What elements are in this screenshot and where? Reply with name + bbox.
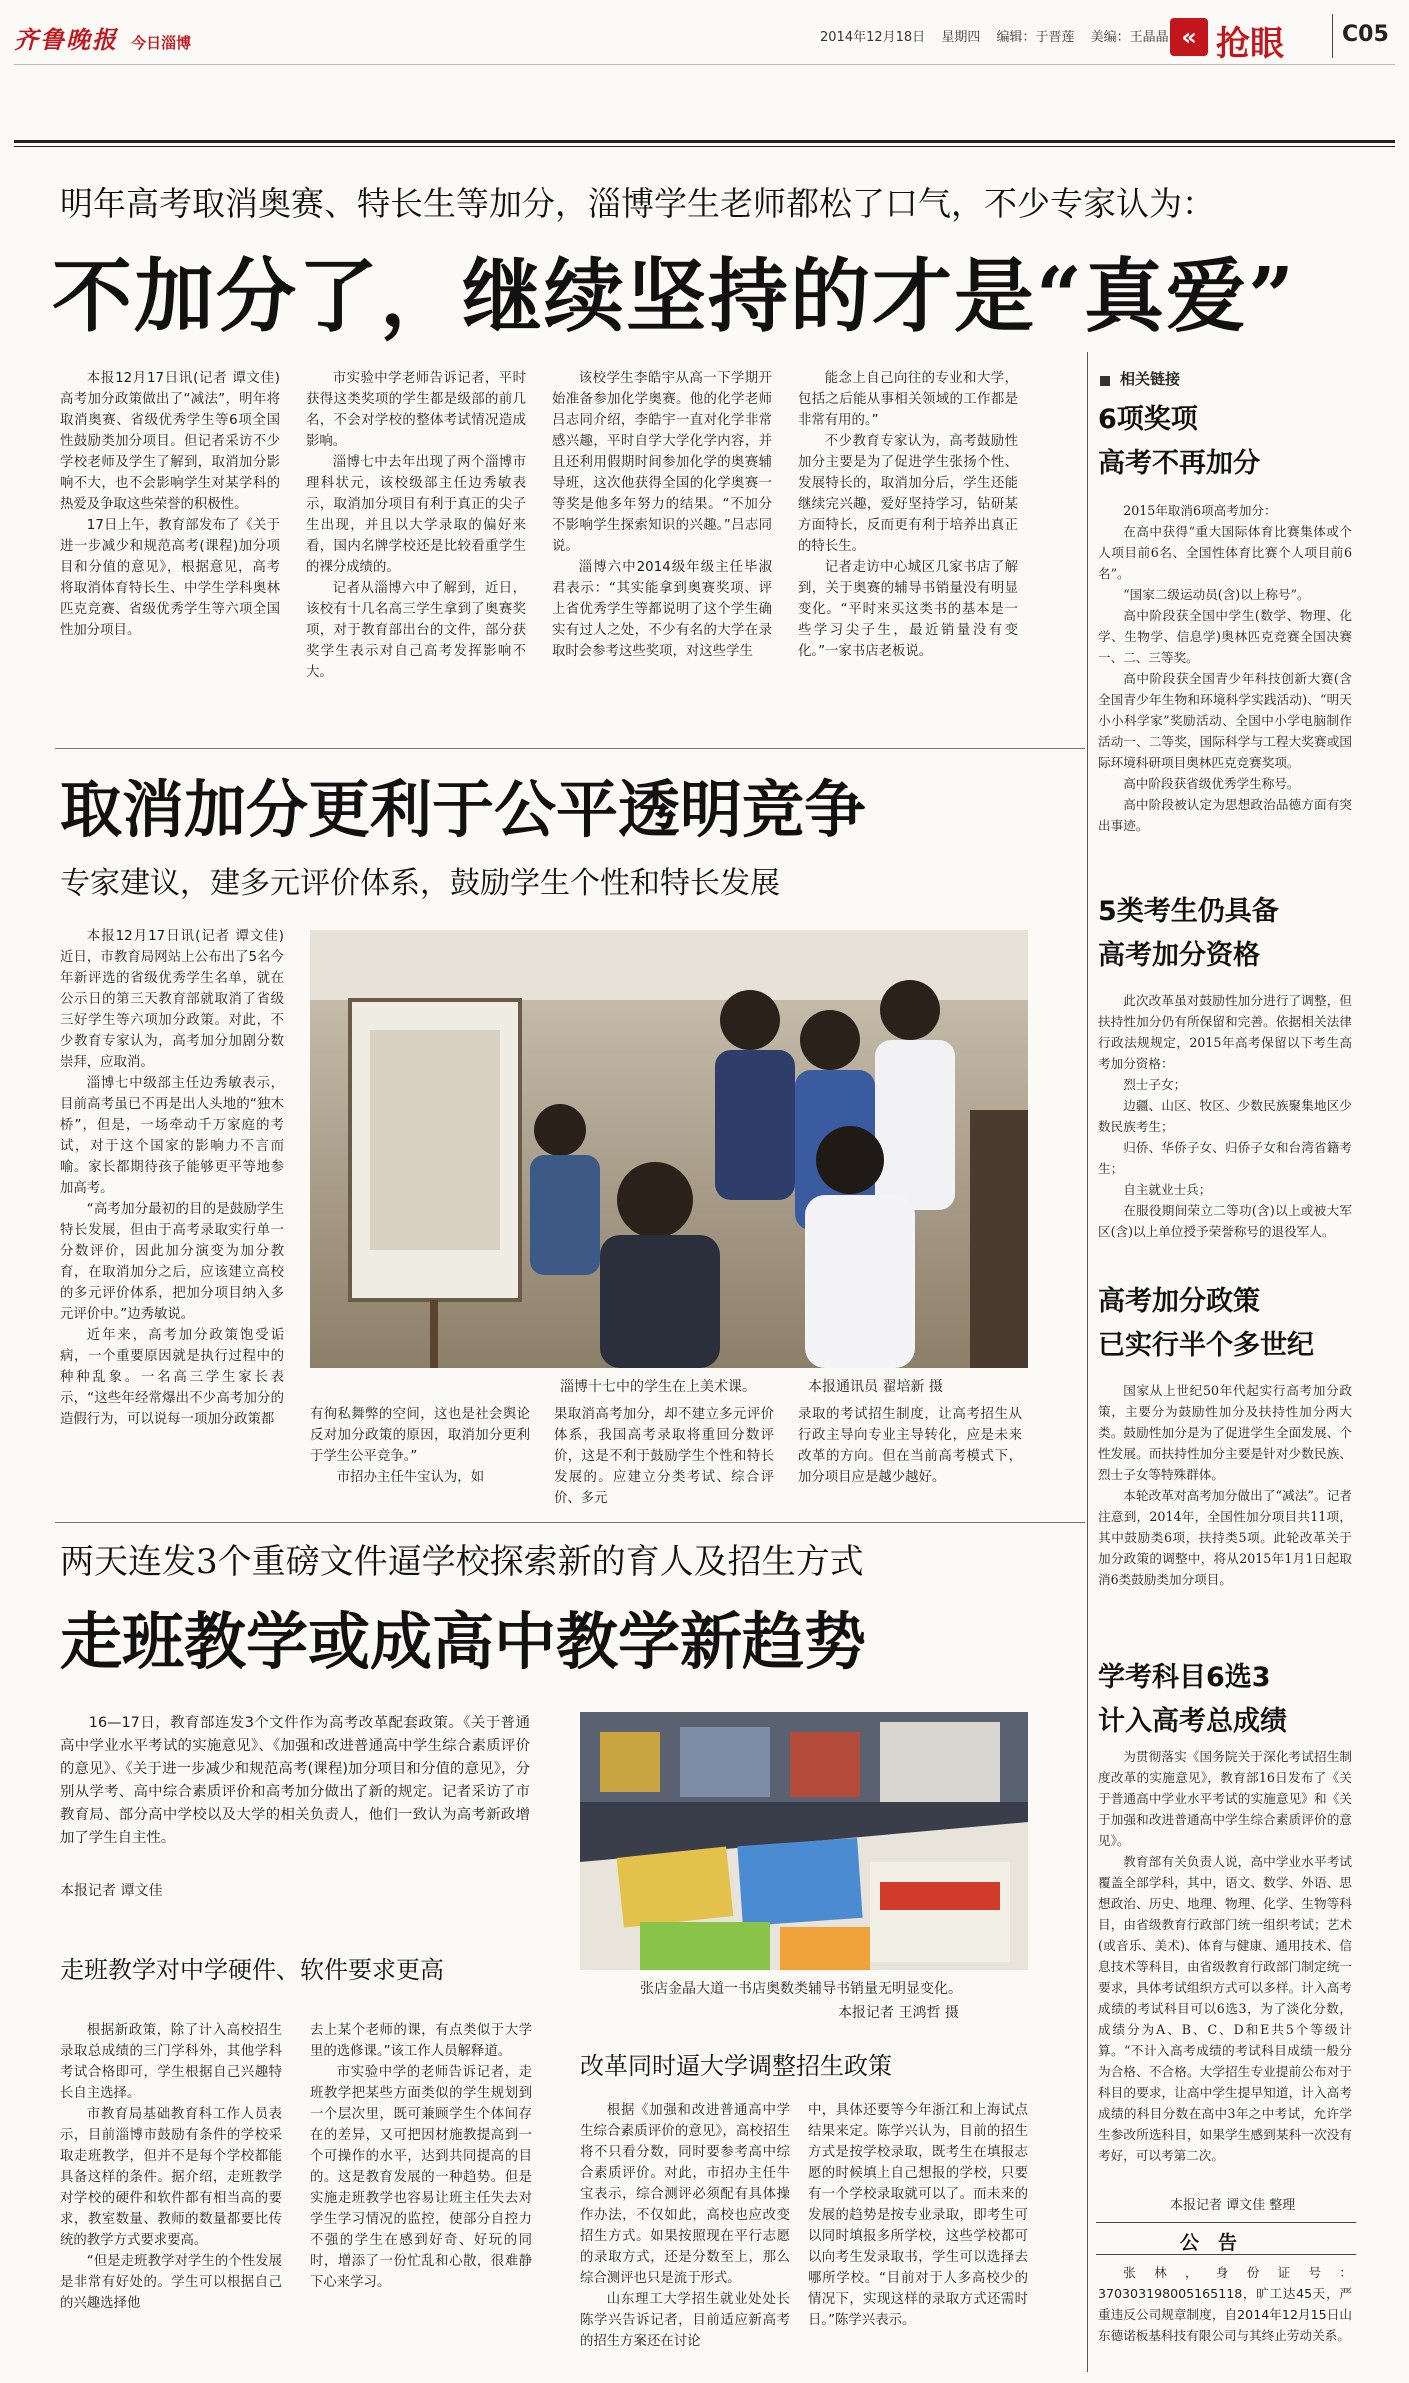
- sidebar-section-1-text: [1098, 500, 1352, 872]
- story3-column-1: [60, 2020, 282, 2372]
- story2-subhead: 专家建议，建多元评价体系，鼓励学生个性和特长发展: [60, 866, 780, 901]
- story3-column-4: [808, 2100, 1028, 2372]
- story2-paragraph: 本报12月17日讯(记者 谭文佳) 近日，市教育局网站上公布出了5名今年新评选的省级优秀学生名单，就在公示日的第三天教育部就取消了省级三好学生等六项加分政策。对此，不少教育专家认为，高考加分加剧分数崇拜，应取消。: [60, 929, 284, 1070]
- story3-paragraph: 根据新政策，除了计入高校招生录取总成绩的三门学科外，其他学科考试合格即可，学生根据自己兴趣特长自主选择。: [60, 2023, 282, 2101]
- story2-bottom-rule: [55, 1522, 1085, 1523]
- story1-paragraph: 记者走访中心城区几家书店了解到，关于奥赛的辅导书销量没有明显变化。“平时来买这类书的基本是一些学习尖子生，最近销量没有变化。”一家书店老板说。: [798, 560, 1018, 659]
- sidebar-paragraph: 此次改革虽对鼓励性加分进行了调整，但扶持性加分仍有所保留和完善。依据相关法律行政法规规定，2015年高考保留以下考生高考加分资格：: [1098, 993, 1352, 1071]
- sidebar-paragraph: 在服役期间荣立二等功(含)以上或被大军区(含)以上单位授予荣誉称号的退役军人。: [1098, 1203, 1352, 1239]
- page-number: C05: [1342, 22, 1389, 47]
- sidebar-section-2-title: [1098, 890, 1279, 978]
- notice-title: 公 告: [1180, 2232, 1238, 2254]
- top-rule: [14, 140, 1395, 143]
- designer-credit: 美编：王晶晶: [1090, 30, 1169, 45]
- sidebar-section-2-text: [1098, 990, 1352, 1262]
- story1-paragraph: 不少教育专家认为，高考鼓励性加分主要是为了促进学生张扬个性、发展特长的，取消加分后，学生还能继续完兴趣，爱好坚持学习，钻研某方面特长，反而更有利于培养出真正的特长生。: [798, 434, 1018, 554]
- paper-name: 齐鲁晚报: [14, 25, 118, 54]
- double-chevron-icon: «: [1170, 18, 1208, 56]
- issue-date: 2014年12月18日: [820, 30, 926, 45]
- story3-paragraph: 根据《加强和改进普通高中学生综合素质评价的意见》，高校招生将不只看分数，同时要参考高中综合素质评价。对此，市招办主任牛宝表示，综合测评必须配有具体操作办法，不仅如此，高校也应改变招生方式。如果按照现在平行志愿的录取方式，还是分数至上，那么综合测评也只是流于形式。: [580, 2103, 790, 2286]
- sidebar-paragraph: 边疆、山区、牧区、少数民族聚集地区少数民族考生；: [1098, 1098, 1352, 1134]
- story2-paragraph: 市招办主任牛宝认为，如: [336, 1470, 485, 1485]
- story3-paragraph: 市教育局基础教育科工作人员表示，目前淄博市鼓励有条件的学校采取走班教学，但并不是每个学校都能具备这样的条件。据介绍，走班教学对学校的硬件和软件都有相当高的要求，教室数量、教师的数量都要比传统的教学方式要求要高。: [60, 2107, 282, 2248]
- story2-paragraph: 淄博七中级部主任边秀敏表示，目前高考虽已不再是出人头地的“独木桥”，但是，一场牵动千万家庭的考试，对于这个国家的影响力不言而喻。家长都期待孩子能够更平等地参加高考。: [60, 1076, 284, 1196]
- art-class-photo-credit: 本报通讯员 翟培新 摄: [808, 1379, 943, 1395]
- sidebar-section-4-credit: 本报记者 谭文佳 整理: [1170, 2198, 1296, 2213]
- sidebar-paragraph: 为贯彻落实《国务院关于深化考试招生制度改革的实施意见》，教育部16日发布了《关于普通高中学业水平考试的实施意见》和《关于加强和改进普通高中学生综合素质评价的意见》。: [1098, 1749, 1352, 1848]
- story1-paragraph: 淄博七中去年出现了两个淄博市理科状元，该校级部主任边秀敏表示，取消加分项目有利于真正的尖子生出现，并且以大学录取的偏好来看，国内名牌学校还是比较看重学生的裸分成绩的。: [306, 455, 526, 575]
- header-divider: [1332, 14, 1333, 58]
- bookstore-photo-caption: 张店金晶大道一书店奥数类辅导书销量无明显变化。: [640, 1981, 962, 1997]
- sidebar-title-line: 6项奖项: [1098, 404, 1198, 435]
- story2-column-bottom-3: [798, 1404, 1022, 1516]
- sidebar-title-line: 高考不再加分: [1098, 448, 1260, 479]
- story2-column-bottom-2: [554, 1404, 774, 1516]
- story3-subhead-a: 走班教学对中学硬件、软件要求更高: [60, 1956, 444, 1984]
- sidebar-section-3-title: [1098, 1280, 1314, 1368]
- sidebar-title-line: 高考加分资格: [1098, 940, 1260, 971]
- column-badge-label: 抢眼: [1216, 24, 1284, 64]
- story1-paragraph: 该校学生李皓宇从高一下学期开始准备参加化学奥赛。他的化学老师吕志同介绍，李皓宇一直对化学非常感兴趣，平时自学大学化学内容，并且还利用假期时间参加化学的奥赛辅导班，这次他获得全国的化学奥赛一等奖是他多年努力的结果。“不加分不影响学生探索知识的兴趣。”吕志同说。: [552, 371, 772, 554]
- story3-paragraph: 中，具体还要等今年浙江和上海试点结果来定。陈学兴认为，目前的招生方式是按学校录取，既考生在填报志愿的时候填上自己想报的学校，只要有一个学校录取就可以了。而未来的发展的趋势是按专业录取，即考生可以同时填报多所学校，这些学校都可以向考生发录取书，学生可以选择去哪所学校。“目前对于人多高校少的情况下，实现这样的录取方式还需时日。”陈学兴表示。: [808, 2103, 1028, 2328]
- sidebar-title-line: 高考加分政策: [1098, 1286, 1260, 1317]
- story3-subhead-b: 改革同时逼大学调整招生政策: [580, 2052, 892, 2080]
- bookstore-photo: [580, 1712, 1028, 1970]
- sidebar-paragraph: 高中阶段获省级优秀学生称号。: [1123, 776, 1300, 791]
- sidebar-title-line: 计入高考总成绩: [1098, 1706, 1287, 1737]
- art-class-photo-image: [310, 930, 1028, 1368]
- story3-paragraph: 山东理工大学招生就业处处长陈学兴告诉记者，目前适应新高考的招生方案还在讨论: [580, 2292, 790, 2349]
- story1-column-1: [60, 368, 280, 748]
- sidebar-label: 相关链接: [1120, 370, 1181, 388]
- issue-meta: [820, 26, 1181, 45]
- story3-headline: 走班教学或成高中教学新趋势: [60, 1605, 867, 1678]
- story1-paragraph: 本报12月17日讯(记者 谭文佳) 高考加分政策做出了“减法”，明年将取消奥赛、省级优秀学生等6项全国性鼓励类加分项目。但记者采访不少学校老师及学生了解到，取消加分影响不大，也不会影响学生对某学科的热爱及争取这些荣誉的积极性。: [60, 371, 280, 512]
- sidebar-section-3-text: [1098, 1380, 1352, 1644]
- story3-paragraph: 去上某个老师的课，有点类似于大学里的选修课。”该工作人员解释道。: [310, 2023, 532, 2059]
- notice-bottom-rule: [1096, 2254, 1356, 2255]
- story1-column-4: [798, 368, 1018, 748]
- issue-weekday: 星期四: [941, 30, 981, 45]
- notice-top-rule: [1096, 2222, 1356, 2223]
- sidebar-title-line: 已实行半个多世纪: [1098, 1330, 1314, 1361]
- sidebar-paragraph: 高中阶段被认定为思想政治品德方面有突出事迹。: [1098, 797, 1352, 833]
- story3-column-3: [580, 2100, 790, 2372]
- story1-paragraph: 能念上自己向往的专业和大学，包括之后能从事相关领域的工作都是非常有用的。”: [798, 371, 1018, 428]
- section-name: 今日淄博: [131, 34, 192, 52]
- sidebar-section-1-title: [1098, 398, 1260, 486]
- sidebar-section-4-title: [1098, 1656, 1287, 1744]
- sidebar-paragraph: 教育部有关负责人说，高中学业水平考试覆盖全部学科，其中，语文、数学、外语、思想政治、历史、地理、物理、化学、生物等科目，由省级教育行政部门统一组织考试；艺术(或音乐、美术)、体育与健康、通用技术、信息技术等科目，由省级教育行政部门制定统一要求，具体考试组织方式可以多样。计入高考成绩的考试科目可以6选3，为了淡化分数，成绩分为A、B、C、D和E共5个等级计算。“不计入高考成绩的考试科目成绩一般分为合格、不合格。大学招生专业提前公布对于科目的要求，让高中学生提早知道，计入高考成绩的科目分数在高中3年之中考试，允许学生参改所选科目，如果学生感到某科一次没有考好，可以考第二次。: [1098, 1854, 1352, 2163]
- sidebar-paragraph: 国家从上世纪50年代起实行高考加分政策，主要分为鼓励性加分及扶持性加分两大类。鼓励性加分是为了促进学生全面发展、个性发展。而扶持性加分主要是针对少数民族、烈士子女等特殊群体。: [1098, 1383, 1352, 1482]
- sidebar-section-4-text: [1098, 1746, 1352, 2186]
- story1-bottom-rule: [55, 748, 1085, 749]
- sidebar-paragraph: 高中阶段获全国中学生(数学、物理、化学、生物学、信息学)奥林匹克竞赛全国决赛一、二、三等奖。: [1098, 608, 1352, 665]
- story1-paragraph: 市实验中学老师告诉记者，平时获得这类奖项的学生都是级部的前几名，不会对学校的整体考试情况造成影响。: [306, 371, 526, 449]
- sidebar-paragraph: 本轮改革对高考加分做出了“减法”。记者注意到，2014年，全国性加分项目共11项，其中鼓励类6项，扶持类5项。此轮改革关于加分政策的调整中，将从2015年1月1日起取消6类鼓励类加分项目。: [1098, 1488, 1352, 1587]
- story1-kicker: 明年高考取消奥赛、特长生等加分，淄博学生老师都松了口气，不少专家认为：: [60, 184, 1215, 223]
- story2-paragraph: 果取消高考加分，却不建立多元评价体系，我国高考录取将重回分数评价，这是不利于鼓励学生个性和特长发展的。应建立分类考试、综合评价、多元: [554, 1407, 774, 1506]
- story3-byline: 本报记者 谭文佳: [60, 1883, 163, 1899]
- header-underline: [14, 64, 1395, 65]
- bookstore-photo-image: [580, 1712, 1028, 1970]
- story1-paragraph: 淄博六中2014级年级主任毕淑君表示：“其实能拿到奥赛奖项、评上省优秀学生等都说明了这个学生确实有过人之处，不少有名的大学在录取时会参考这些奖项，对这些学生: [552, 560, 772, 659]
- sidebar-paragraph: 烈士子女；: [1123, 1077, 1187, 1092]
- sidebar-paragraph: 2015年取消6项高考加分：: [1123, 503, 1277, 518]
- sidebar-divider: [1087, 352, 1088, 2372]
- story2-headline: 取消加分更利于公平透明竞争: [60, 773, 867, 846]
- story3-paragraph: “但是走班教学对学生的个性发展是非常有好处的。学生可以根据自己的兴趣选择他: [60, 2254, 282, 2311]
- bookstore-photo-credit: 本报记者 王鸿哲 摄: [838, 2005, 959, 2021]
- story1-column-2: [306, 368, 526, 748]
- story1-column-3: [552, 368, 772, 748]
- editor-credit: 编辑：于晋莲: [996, 30, 1075, 45]
- story3-paragraph: 市实验中学的老师告诉记者，走班教学把某些方面类似的学生规划到一个层次里，既可兼顾学生个体间存在的差异，又可把因材施教提高到一个可操作的水平，达到共同提高的目的。这是教育发展的一种趋势。但是实施走班教学也容易让班主任失去对学生学习情况的监控，使部分自控力不强的学生在感到好奇、好玩的同时，增添了一份忙乱和心散，很难静下心来学习。: [310, 2065, 532, 2290]
- sidebar-paragraph: “国家二级运动员(含)以上称号”。: [1123, 587, 1310, 602]
- column-badge: [1170, 14, 1330, 62]
- story2-column-left: [60, 926, 284, 1514]
- art-class-photo-caption: 淄博十七中的学生在上美术课。: [560, 1379, 756, 1395]
- art-class-photo: [310, 930, 1028, 1368]
- story3-kicker: 两天连发3个重磅文件逼学校探索新的育人及招生方式: [60, 1542, 864, 1582]
- story1-paragraph: 17日上午，教育部发布了《关于进一步减少和规范高考(课程)加分项目和分值的意见》，根据意见，高考将取消体育特长生、中学生学科奥林匹克竞赛、省级优秀学生等六项全国性加分项目。: [60, 518, 280, 638]
- notice-body: [1098, 2262, 1352, 2372]
- story1-headline: 不加分了，继续坚持的才是“真爱”: [52, 249, 1297, 343]
- sidebar-label-square-icon: [1100, 376, 1110, 386]
- sidebar-paragraph: 归侨、华侨子女、归侨子女和台湾省籍考生；: [1098, 1140, 1352, 1176]
- masthead: [14, 20, 194, 54]
- story1-paragraph: 记者从淄博六中了解到，近日，该校有十几名高三学生拿到了奥赛奖项，对于教育部出台的文件，部分获奖学生表示对自己高考发挥影响不大。: [306, 581, 526, 680]
- story2-paragraph: “高考加分最初的目的是鼓励学生特长发展，但由于高考录取实行单一分数评价，因此加分演变为加分教育，在取消加分之后，应该建立高校的多元评价体系，把加分项目纳入多元评价中。”边秀敏说。: [60, 1202, 284, 1322]
- story3-lead: [60, 1712, 530, 1854]
- story2-paragraph: 近年来，高考加分政策饱受诟病，一个重要原因就是执行过程中的种种乱象。一名高三学生家长表示，“这些年经常爆出不少高考加分的造假行为，可以说每一项加分政策都: [60, 1328, 284, 1427]
- sidebar-paragraph: 在高中获得“重大国际体育比赛集体或个人项目前6名、全国性体育比赛个人项目前6名”。: [1098, 524, 1352, 581]
- sidebar-title-line: 5类考生仍具备: [1098, 896, 1279, 927]
- story2-paragraph: 录取的考试招生制度，让高考招生从行政主导向专业主导转化，应是未来改革的方向。但在当前高考模式下，加分项目应是越少越好。: [798, 1407, 1022, 1485]
- sidebar-paragraph: 自主就业士兵；: [1123, 1182, 1212, 1197]
- sidebar-title-line: 学考科目6选3: [1098, 1662, 1271, 1693]
- sidebar-paragraph: 高中阶段获全国青少年科技创新大赛(含全国青少年生物和环境科学实践活动)、“明天小小科学家”奖励活动、全国中小学电脑制作活动一、二等奖，国际科学与工程大奖赛或国际环境科研项目奥林匹克竞赛奖项。: [1098, 671, 1352, 770]
- story3-column-2: [310, 2020, 532, 2372]
- story2-column-bottom-1: [310, 1404, 530, 1516]
- story2-paragraph: 有徇私舞弊的空间，这也是社会舆论反对加分政策的原因，取消加分更利于学生公平竞争。”: [310, 1407, 530, 1464]
- top-rule-thin: [14, 146, 1395, 147]
- story3-lead-paragraph: 16—17日，教育部连发3个文件作为高考改革配套政策。《关于普通高中学业水平考试的实施意见》、《加强和改进普通高中学生综合素质评价的意见》、《关于进一步减少和规范高考(课程)加分项目和分值的意见》，分别从学考、高中综合素质评价和高考加分做出了新的规定。记者采访了市教育局、部分高中学校以及大学的相关负责人，他们一致认为高考新政增加了学生自主性。: [60, 1715, 530, 1846]
- notice-paragraph: 张林，身份证号：370303198005165118，旷工达45天，严重违反公司规章制度，自2014年12月15日山东德诺板基科技有限公司与其终止劳动关系。: [1098, 2265, 1352, 2343]
